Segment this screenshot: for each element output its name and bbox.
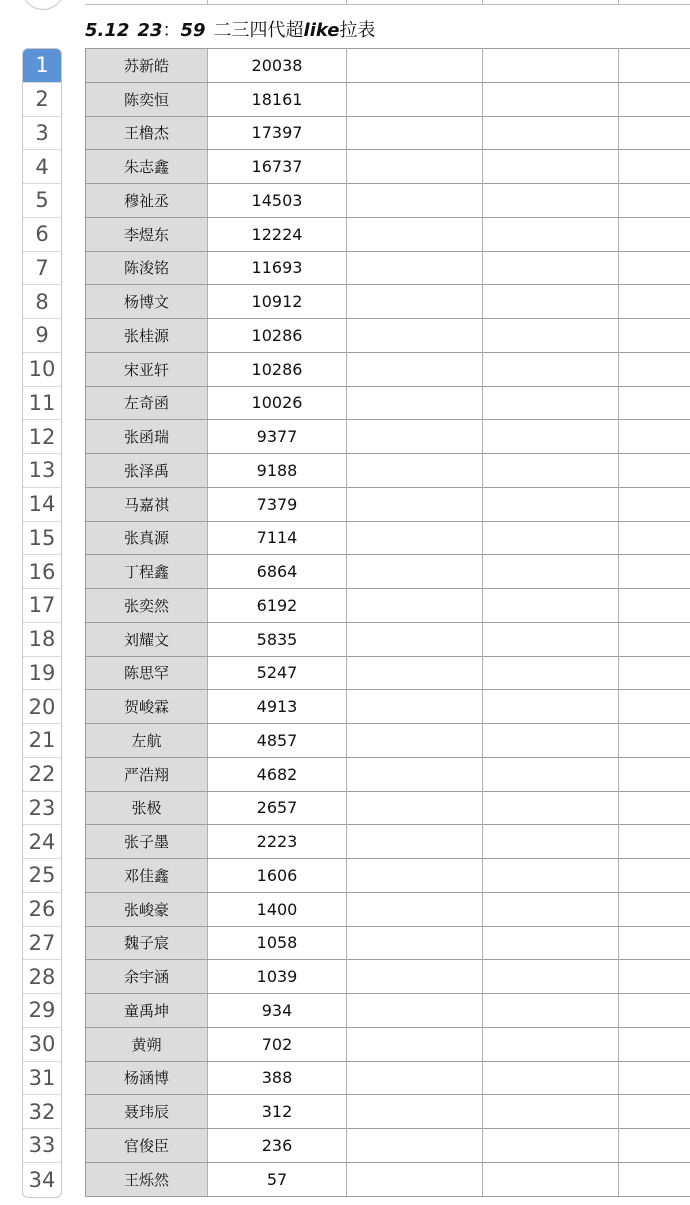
name-cell[interactable]: 邓佳鑫 <box>85 859 208 892</box>
empty-cell[interactable] <box>619 218 690 251</box>
empty-cell[interactable] <box>619 724 690 757</box>
row-header[interactable]: 16 <box>23 555 61 589</box>
title-like: like <box>303 20 340 41</box>
row-header-column <box>22 48 62 1198</box>
value-cell[interactable]: 14503 <box>208 184 347 217</box>
empty-cell[interactable] <box>483 1095 619 1128</box>
value-cell[interactable]: 934 <box>208 994 347 1027</box>
empty-cell[interactable] <box>347 960 483 993</box>
empty-cell[interactable] <box>347 758 483 791</box>
row-header[interactable]: 3 <box>23 117 61 151</box>
empty-cell[interactable] <box>483 454 619 487</box>
name-cell[interactable]: 张函瑞 <box>85 420 208 453</box>
value-cell[interactable]: 16737 <box>208 150 347 183</box>
value-cell[interactable]: 702 <box>208 1028 347 1061</box>
row-header[interactable]: 34 <box>28 1167 56 1192</box>
row-header[interactable]: 1 <box>23 49 61 83</box>
value-cell[interactable]: 20038 <box>208 49 347 82</box>
name-cell[interactable]: 官俊臣 <box>85 1129 208 1162</box>
row-header[interactable]: 8 <box>23 285 61 319</box>
table-row <box>85 252 690 286</box>
table-row <box>85 1095 690 1129</box>
name-cell[interactable]: 刘耀文 <box>85 623 208 656</box>
table-row <box>85 49 690 83</box>
empty-cell[interactable] <box>483 1062 619 1095</box>
empty-cell[interactable] <box>619 49 690 82</box>
spreadsheet-grid <box>85 48 690 1197</box>
row-header[interactable]: 13 <box>23 454 61 488</box>
row-header[interactable]: 22 <box>23 758 61 792</box>
name-cell[interactable]: 张奕然 <box>85 589 208 622</box>
empty-cell[interactable] <box>347 285 483 318</box>
name-cell[interactable]: 余宇涵 <box>85 960 208 993</box>
table-row <box>85 1062 690 1096</box>
empty-cell[interactable] <box>483 825 619 858</box>
empty-cell[interactable] <box>483 184 619 217</box>
table-row <box>85 150 690 184</box>
empty-cell[interactable] <box>483 859 619 892</box>
empty-cell[interactable] <box>347 589 483 622</box>
row-header[interactable]: 29 <box>23 994 61 1028</box>
empty-cell[interactable] <box>347 1028 483 1061</box>
empty-cell[interactable] <box>483 218 619 251</box>
empty-cell[interactable] <box>483 1028 619 1061</box>
table-row <box>85 758 690 792</box>
name-cell[interactable]: 穆祉丞 <box>85 184 208 217</box>
empty-cell[interactable] <box>347 218 483 251</box>
name-cell[interactable]: 陈思罕 <box>85 657 208 690</box>
empty-cell[interactable] <box>483 522 619 555</box>
row-header[interactable]: 11 <box>23 387 61 421</box>
value-cell[interactable]: 9188 <box>208 454 347 487</box>
empty-cell[interactable] <box>619 83 690 116</box>
row-header[interactable]: 7 <box>23 252 61 286</box>
empty-cell[interactable] <box>483 49 619 82</box>
value-cell[interactable]: 1039 <box>208 960 347 993</box>
value-cell[interactable]: 10286 <box>208 353 347 386</box>
row-header[interactable]: 19 <box>23 657 61 691</box>
empty-cell[interactable] <box>619 319 690 352</box>
empty-cell[interactable] <box>619 690 690 723</box>
empty-cell[interactable] <box>619 285 690 318</box>
name-cell[interactable]: 贺峻霖 <box>85 690 208 723</box>
value-cell[interactable]: 10286 <box>208 319 347 352</box>
row-header[interactable]: 24 <box>23 825 61 859</box>
empty-cell[interactable] <box>347 1062 483 1095</box>
empty-cell[interactable] <box>347 927 483 960</box>
empty-cell[interactable] <box>619 1062 690 1095</box>
empty-cell[interactable] <box>619 792 690 825</box>
table-row <box>85 1129 690 1163</box>
empty-cell[interactable] <box>483 488 619 521</box>
row-header[interactable]: 15 <box>23 522 61 556</box>
row-header[interactable]: 31 <box>23 1062 61 1096</box>
name-cell[interactable]: 张真源 <box>85 522 208 555</box>
empty-cell[interactable] <box>619 994 690 1027</box>
empty-cell[interactable] <box>483 252 619 285</box>
empty-cell[interactable] <box>619 150 690 183</box>
empty-cell[interactable] <box>483 758 619 791</box>
empty-cell[interactable] <box>347 994 483 1027</box>
empty-cell[interactable] <box>619 117 690 150</box>
value-cell[interactable]: 2223 <box>208 825 347 858</box>
name-cell[interactable]: 左奇函 <box>85 387 208 420</box>
value-cell[interactable]: 388 <box>208 1062 347 1095</box>
table-row <box>85 1028 690 1062</box>
value-cell[interactable]: 236 <box>208 1129 347 1162</box>
table-row <box>85 117 690 151</box>
empty-cell[interactable] <box>619 1129 690 1162</box>
empty-cell[interactable] <box>483 589 619 622</box>
empty-cell[interactable] <box>483 285 619 318</box>
empty-cell[interactable] <box>347 1163 483 1196</box>
empty-cell[interactable] <box>347 623 483 656</box>
empty-cell[interactable] <box>619 657 690 690</box>
empty-cell[interactable] <box>347 488 483 521</box>
row-header[interactable]: 4 <box>23 150 61 184</box>
name-cell[interactable]: 朱志鑫 <box>85 150 208 183</box>
value-cell[interactable]: 4682 <box>208 758 347 791</box>
empty-cell[interactable] <box>347 893 483 926</box>
empty-cell[interactable] <box>483 893 619 926</box>
value-cell[interactable]: 5247 <box>208 657 347 690</box>
name-cell[interactable]: 聂玮辰 <box>85 1095 208 1128</box>
table-row <box>85 657 690 691</box>
name-cell[interactable]: 陈浚铭 <box>85 252 208 285</box>
row-header[interactable]: 21 <box>23 724 61 758</box>
row-header[interactable]: 5 <box>23 184 61 218</box>
empty-cell[interactable] <box>347 522 483 555</box>
value-cell[interactable]: 4857 <box>208 724 347 757</box>
row-header[interactable]: 23 <box>23 792 61 826</box>
value-cell[interactable]: 18161 <box>208 83 347 116</box>
table-row <box>85 1163 690 1197</box>
name-cell[interactable]: 张子墨 <box>85 825 208 858</box>
empty-cell[interactable] <box>347 353 483 386</box>
row-header[interactable]: 17 <box>23 589 61 623</box>
row-header[interactable]: 18 <box>23 623 61 657</box>
empty-cell[interactable] <box>483 1163 619 1196</box>
empty-cell[interactable] <box>619 825 690 858</box>
title-text-end: 拉表 <box>339 20 376 41</box>
name-cell[interactable]: 严浩翔 <box>85 758 208 791</box>
empty-cell[interactable] <box>347 825 483 858</box>
empty-cell[interactable] <box>483 117 619 150</box>
title-colon: ： <box>162 20 181 41</box>
sheet-title <box>85 16 375 42</box>
table-row <box>85 555 690 589</box>
table-row <box>85 724 690 758</box>
value-cell[interactable]: 1058 <box>208 927 347 960</box>
top-circle-control[interactable] <box>22 0 64 10</box>
empty-cell[interactable] <box>619 1028 690 1061</box>
empty-cell[interactable] <box>483 792 619 825</box>
table-row <box>85 690 690 724</box>
empty-cell[interactable] <box>347 1095 483 1128</box>
table-row <box>85 488 690 522</box>
value-cell[interactable]: 10912 <box>208 285 347 318</box>
empty-cell[interactable] <box>347 690 483 723</box>
empty-cell[interactable] <box>347 859 483 892</box>
value-cell[interactable]: 10026 <box>208 387 347 420</box>
empty-cell[interactable] <box>619 623 690 656</box>
empty-cell[interactable] <box>619 184 690 217</box>
table-row <box>85 454 690 488</box>
empty-cell[interactable] <box>619 1163 690 1196</box>
empty-cell[interactable] <box>619 488 690 521</box>
name-cell[interactable]: 马嘉祺 <box>85 488 208 521</box>
empty-cell[interactable] <box>347 454 483 487</box>
row-header[interactable]: 14 <box>23 488 61 522</box>
title-minute: 59 <box>180 20 206 41</box>
name-cell[interactable]: 王橹杰 <box>85 117 208 150</box>
value-cell[interactable]: 12224 <box>208 218 347 251</box>
row-header[interactable]: 9 <box>23 319 61 353</box>
row-header[interactable]: 32 <box>23 1095 61 1129</box>
value-cell[interactable]: 7379 <box>208 488 347 521</box>
empty-cell[interactable] <box>483 960 619 993</box>
name-cell[interactable]: 丁程鑫 <box>85 555 208 588</box>
row-header[interactable]: 26 <box>23 893 61 927</box>
empty-cell[interactable] <box>483 150 619 183</box>
empty-cell[interactable] <box>347 1129 483 1162</box>
value-cell[interactable]: 6864 <box>208 555 347 588</box>
empty-cell[interactable] <box>619 589 690 622</box>
table-row <box>85 792 690 826</box>
title-text: 二三四代超 <box>213 20 304 41</box>
empty-cell[interactable] <box>483 657 619 690</box>
name-cell[interactable]: 李煜东 <box>85 218 208 251</box>
table-row <box>85 927 690 961</box>
previous-row-edge <box>85 0 690 5</box>
row-header[interactable]: 6 <box>23 218 61 252</box>
empty-cell[interactable] <box>619 522 690 555</box>
table-row <box>85 353 690 387</box>
empty-cell[interactable] <box>347 792 483 825</box>
empty-cell[interactable] <box>347 657 483 690</box>
name-cell[interactable]: 黄朔 <box>85 1028 208 1061</box>
name-cell[interactable]: 张桂源 <box>85 319 208 352</box>
table-row <box>85 623 690 657</box>
empty-cell[interactable] <box>483 994 619 1027</box>
table-row <box>85 893 690 927</box>
name-cell[interactable]: 杨涵博 <box>85 1062 208 1095</box>
table-row <box>85 994 690 1028</box>
value-cell[interactable]: 6192 <box>208 589 347 622</box>
row-header[interactable]: 30 <box>23 1028 61 1062</box>
empty-cell[interactable] <box>619 927 690 960</box>
table-row <box>85 285 690 319</box>
name-cell[interactable]: 张极 <box>85 792 208 825</box>
table-row <box>85 218 690 252</box>
value-cell[interactable]: 9377 <box>208 420 347 453</box>
empty-cell[interactable] <box>483 353 619 386</box>
name-cell[interactable]: 魏子宸 <box>85 927 208 960</box>
table-row <box>85 859 690 893</box>
name-cell[interactable]: 宋亚轩 <box>85 353 208 386</box>
empty-cell[interactable] <box>347 555 483 588</box>
name-cell[interactable]: 童禹坤 <box>85 994 208 1027</box>
empty-cell[interactable] <box>483 387 619 420</box>
empty-cell[interactable] <box>619 454 690 487</box>
name-cell[interactable]: 张峻豪 <box>85 893 208 926</box>
row-header[interactable]: 25 <box>23 859 61 893</box>
table-row <box>85 387 690 421</box>
empty-cell[interactable] <box>347 724 483 757</box>
empty-cell[interactable] <box>483 555 619 588</box>
table-row <box>85 184 690 218</box>
value-cell[interactable]: 1400 <box>208 893 347 926</box>
table-row <box>85 589 690 623</box>
value-cell[interactable]: 5835 <box>208 623 347 656</box>
value-cell[interactable]: 11693 <box>208 252 347 285</box>
value-cell[interactable]: 57 <box>208 1163 347 1196</box>
empty-cell[interactable] <box>619 353 690 386</box>
row-header[interactable]: 12 <box>23 420 61 454</box>
empty-cell[interactable] <box>347 252 483 285</box>
empty-cell[interactable] <box>483 724 619 757</box>
empty-cell[interactable] <box>347 83 483 116</box>
empty-cell[interactable] <box>619 420 690 453</box>
table-row <box>85 420 690 454</box>
row-header[interactable]: 33 <box>23 1129 61 1163</box>
empty-cell[interactable] <box>619 758 690 791</box>
name-cell[interactable]: 陈奕恒 <box>85 83 208 116</box>
value-cell[interactable]: 17397 <box>208 117 347 150</box>
name-cell[interactable]: 苏新皓 <box>85 49 208 82</box>
table-row <box>85 83 690 117</box>
table-row <box>85 825 690 859</box>
empty-cell[interactable] <box>483 420 619 453</box>
empty-cell[interactable] <box>483 927 619 960</box>
empty-cell[interactable] <box>483 83 619 116</box>
name-cell[interactable]: 杨博文 <box>85 285 208 318</box>
empty-cell[interactable] <box>483 319 619 352</box>
name-cell[interactable]: 左航 <box>85 724 208 757</box>
empty-cell[interactable] <box>483 1129 619 1162</box>
value-cell[interactable]: 2657 <box>208 792 347 825</box>
table-row <box>85 319 690 353</box>
name-cell[interactable]: 张泽禹 <box>85 454 208 487</box>
empty-cell[interactable] <box>619 555 690 588</box>
empty-cell[interactable] <box>347 150 483 183</box>
table-row <box>85 960 690 994</box>
row-header[interactable]: 27 <box>23 927 61 961</box>
empty-cell[interactable] <box>347 184 483 217</box>
row-header[interactable]: 20 <box>23 690 61 724</box>
empty-cell[interactable] <box>347 319 483 352</box>
empty-cell[interactable] <box>619 960 690 993</box>
value-cell[interactable]: 312 <box>208 1095 347 1128</box>
row-header[interactable]: 10 <box>23 353 61 387</box>
empty-cell[interactable] <box>619 893 690 926</box>
empty-cell[interactable] <box>619 859 690 892</box>
title-date: 5.12 <box>85 20 130 41</box>
empty-cell[interactable] <box>483 623 619 656</box>
empty-cell[interactable] <box>347 387 483 420</box>
empty-cell[interactable] <box>347 420 483 453</box>
row-header[interactable]: 28 <box>23 960 61 994</box>
empty-cell[interactable] <box>347 49 483 82</box>
value-cell[interactable]: 4913 <box>208 690 347 723</box>
row-header[interactable]: 2 <box>23 83 61 117</box>
empty-cell[interactable] <box>483 690 619 723</box>
empty-cell[interactable] <box>619 252 690 285</box>
empty-cell[interactable] <box>347 117 483 150</box>
empty-cell[interactable] <box>619 387 690 420</box>
name-cell[interactable]: 王烁然 <box>85 1163 208 1196</box>
title-hour: 23 <box>137 20 163 41</box>
value-cell[interactable]: 1606 <box>208 859 347 892</box>
empty-cell[interactable] <box>619 1095 690 1128</box>
table-row <box>85 522 690 556</box>
value-cell[interactable]: 7114 <box>208 522 347 555</box>
